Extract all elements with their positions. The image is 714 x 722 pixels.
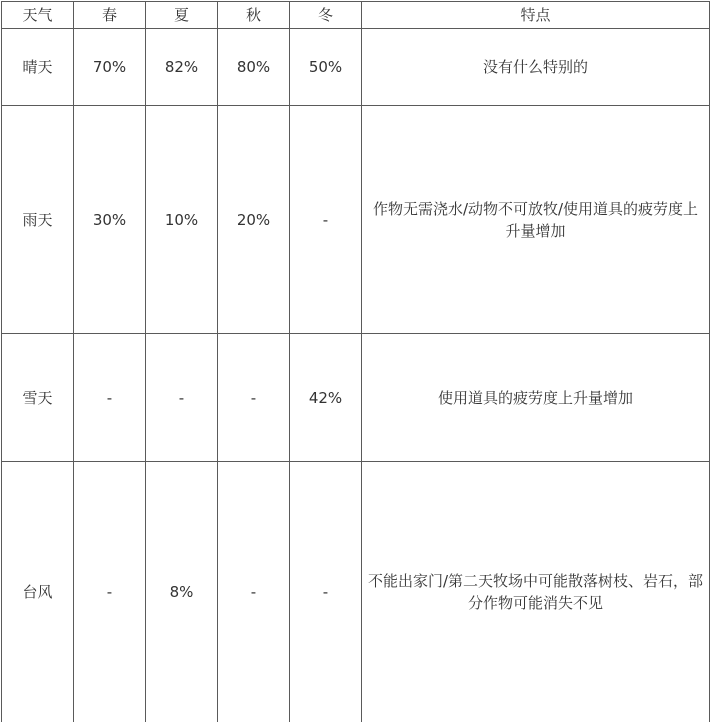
cell-autumn: - [218,462,290,722]
header-row [2,2,710,29]
cell-weather: 雨天 [2,106,74,334]
cell-autumn: 20% [218,106,290,334]
header-summer: 夏 [146,2,218,29]
cell-winter: 42% [290,334,362,462]
table-row [2,29,710,106]
table-row [2,462,710,722]
cell-summer: - [146,334,218,462]
cell-feature: 使用道具的疲劳度上升量增加 [362,334,710,462]
cell-winter: - [290,106,362,334]
cell-weather: 台风 [2,462,74,722]
cell-weather: 雪天 [2,334,74,462]
cell-winter: - [290,462,362,722]
cell-autumn: - [218,334,290,462]
cell-spring: - [74,462,146,722]
cell-winter: 50% [290,29,362,106]
cell-feature: 作物无需浇水/动物不可放牧/使用道具的疲劳度上升量增加 [362,106,710,334]
header-feature: 特点 [362,2,710,29]
cell-autumn: 80% [218,29,290,106]
table-row [2,334,710,462]
cell-summer: 8% [146,462,218,722]
cell-feature: 不能出家门/第二天牧场中可能散落树枝、岩石，部分作物可能消失不见 [362,462,710,722]
table-row [2,106,710,334]
cell-weather: 晴天 [2,29,74,106]
cell-spring: - [74,334,146,462]
header-spring: 春 [74,2,146,29]
header-weather: 天气 [2,2,74,29]
cell-spring: 70% [74,29,146,106]
weather-table [1,1,710,722]
header-winter: 冬 [290,2,362,29]
cell-spring: 30% [74,106,146,334]
cell-summer: 82% [146,29,218,106]
header-autumn: 秋 [218,2,290,29]
cell-feature: 没有什么特别的 [362,29,710,106]
cell-summer: 10% [146,106,218,334]
